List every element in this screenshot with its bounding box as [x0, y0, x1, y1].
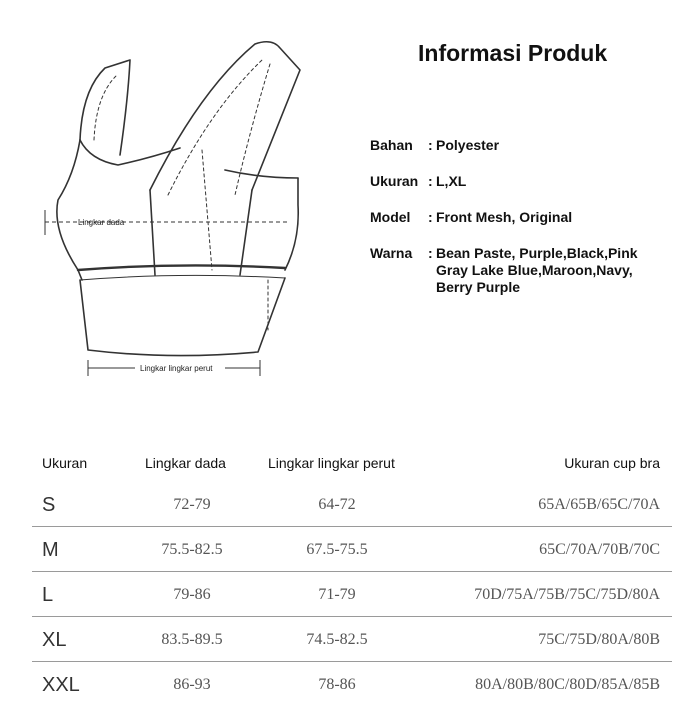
info-label: Bahan — [370, 137, 413, 153]
cup-cell: 80A/80B/80C/80D/85A/85B — [475, 676, 660, 693]
cup-cell: 65C/70A/70B/70C — [539, 541, 660, 558]
header-size: Ukuran — [42, 455, 88, 471]
header-bust: Lingkar dada — [145, 455, 226, 471]
bust-cell: 83.5-89.5 — [161, 631, 223, 648]
info-colon: : — [428, 137, 433, 153]
table-row — [32, 482, 672, 527]
waist-cell: 74.5-82.5 — [306, 631, 368, 648]
waist-label: Lingkar lingkar perut — [140, 364, 213, 373]
info-colon: : — [428, 173, 433, 189]
info-label: Model — [370, 209, 411, 225]
waist-cell: 64-72 — [318, 496, 356, 513]
info-value: Front Mesh, Original — [436, 209, 573, 225]
header-cup: Ukuran cup bra — [564, 455, 660, 471]
info-value: L,XL — [436, 173, 467, 189]
table-row — [32, 572, 672, 617]
waist-cell: 71-79 — [318, 586, 356, 603]
size-cell: L — [42, 584, 54, 606]
info-row-color — [370, 245, 656, 296]
info-value: Bean Paste, Purple,Black,Pink Gray Lake Blue,Maroon,Navy, Berry Purple — [436, 245, 638, 295]
table-row — [32, 617, 672, 662]
size-table-header — [0, 455, 700, 475]
size-cell: M — [42, 539, 59, 561]
bust-cell: 72-79 — [173, 496, 211, 513]
info-label: Warna — [370, 245, 413, 261]
info-row-material — [370, 137, 666, 154]
table-row — [32, 527, 672, 572]
info-colon: : — [428, 209, 433, 225]
bust-label: Lingkar dada — [78, 218, 125, 227]
info-row-model — [370, 209, 666, 226]
waist-cell: 67.5-75.5 — [306, 541, 368, 558]
size-cell: XL — [42, 629, 67, 651]
cup-cell: 70D/75A/75B/75C/75D/80A — [474, 586, 660, 603]
header-waist: Lingkar lingkar perut — [268, 455, 395, 471]
info-value: Polyester — [436, 137, 500, 153]
info-label: Ukuran — [370, 173, 419, 189]
table-row — [32, 662, 672, 707]
bust-cell: 86-93 — [173, 676, 211, 693]
product-info-title: Informasi Produk — [418, 40, 608, 66]
waist-cell: 78-86 — [318, 676, 356, 693]
bust-cell: 79-86 — [173, 586, 211, 603]
cup-cell: 65A/65B/65C/70A — [538, 496, 660, 513]
size-cell: S — [42, 494, 56, 516]
bust-cell: 75.5-82.5 — [161, 541, 223, 558]
info-row-size — [370, 173, 666, 190]
sports-bra-diagram — [30, 30, 350, 390]
size-cell: XXL — [42, 674, 80, 696]
info-colon: : — [428, 245, 433, 261]
cup-cell: 75C/75D/80A/80B — [538, 631, 660, 648]
